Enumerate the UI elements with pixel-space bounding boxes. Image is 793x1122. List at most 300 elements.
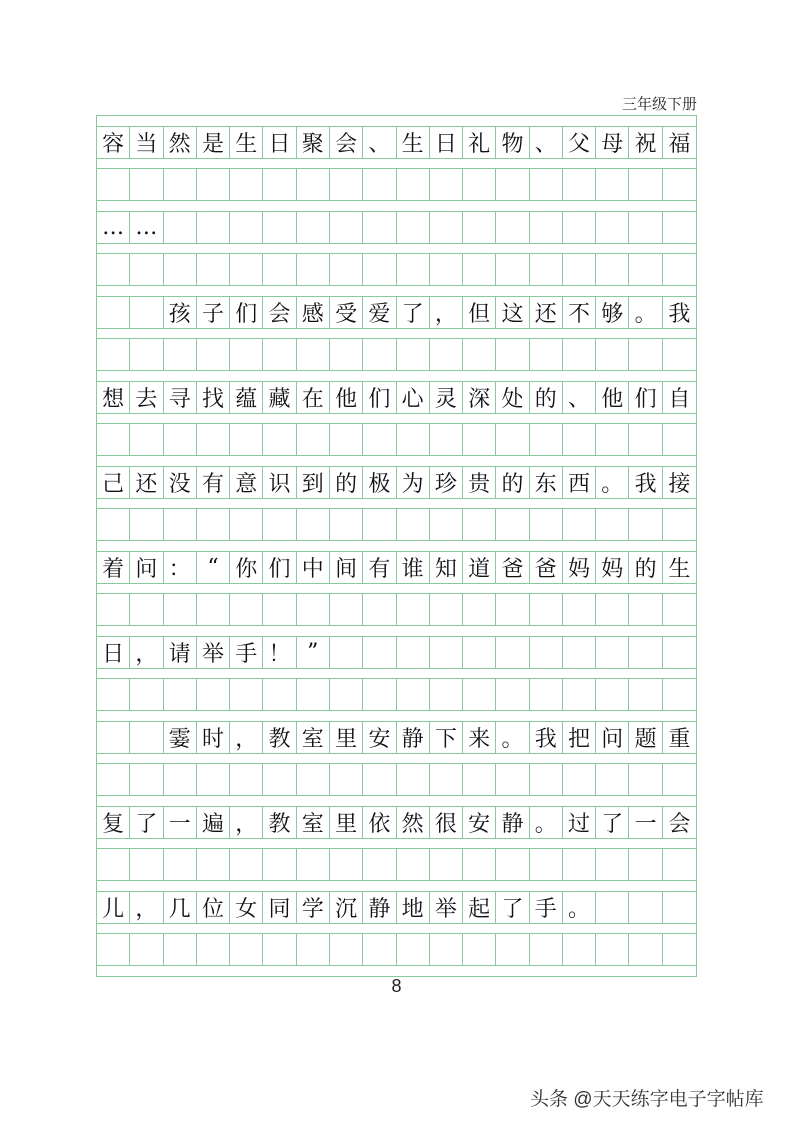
grid-cell: 寻: [164, 382, 197, 413]
grid-cell: [496, 424, 529, 455]
grid-cell: [463, 169, 496, 200]
grid-cell: [230, 849, 263, 880]
grid-cell: [130, 849, 163, 880]
grid-cell: 是: [197, 127, 230, 158]
grid-cell: [663, 679, 696, 710]
grid-cell: 意: [230, 467, 263, 498]
grid-cell: [397, 509, 430, 540]
grid-cell: 谁: [397, 552, 430, 583]
grid-cell: [263, 169, 296, 200]
grid-cell: ，: [130, 892, 163, 923]
grid-cell: [297, 169, 330, 200]
grid-cell: [563, 679, 596, 710]
grid-cell: [496, 679, 529, 710]
grid-cell: 室: [297, 722, 330, 753]
grid-cell: 时: [197, 722, 230, 753]
grid-cell: [330, 637, 363, 668]
grid-cell: 子: [197, 297, 230, 328]
grid-cell: [629, 892, 662, 923]
grid-cell: [663, 424, 696, 455]
grid-cell: 们: [230, 297, 263, 328]
grid-cell: [663, 169, 696, 200]
grid-cell: 接: [668, 471, 691, 497]
grid-cell: [596, 424, 629, 455]
grid-cell: [663, 212, 696, 243]
grid-cell: 里: [330, 807, 363, 838]
grid-cell: [397, 169, 430, 200]
grid-cell: [530, 594, 563, 625]
grid-cell: [629, 424, 662, 455]
grid-cell: 手: [530, 892, 563, 923]
grid-cell: [97, 509, 130, 540]
grid-cell: [164, 934, 197, 965]
grid-cell: [263, 934, 296, 965]
grid-cell: [430, 509, 463, 540]
grid-cell: [397, 637, 430, 668]
grid-cell: [596, 892, 629, 923]
grid-cell: 教: [263, 722, 296, 753]
grid-cell: [97, 297, 130, 328]
grid-cell: 爱: [363, 297, 396, 328]
grid-cell: 的: [629, 552, 662, 583]
grid-cell: [629, 339, 662, 370]
grid-cell: [297, 764, 330, 795]
grid-cell: 来: [463, 722, 496, 753]
grid-cell: [330, 509, 363, 540]
grid-cell: [97, 254, 130, 285]
grid-cell: 妈: [596, 552, 629, 583]
grid-cell: 日: [97, 637, 130, 668]
grid-cell: 很: [430, 807, 463, 838]
grid-cell: 了: [596, 807, 629, 838]
grid-cell: [596, 679, 629, 710]
grid-cell: [530, 254, 563, 285]
grid-cell: [663, 764, 696, 795]
grid-cell: [629, 509, 662, 540]
grid-cell: [629, 679, 662, 710]
grid-cell: [563, 934, 596, 965]
grid-cell: 几: [164, 892, 197, 923]
grid-cell: [629, 254, 662, 285]
grid-cell: “: [197, 552, 230, 583]
grid-cell: [330, 339, 363, 370]
grid-cell: [230, 594, 263, 625]
grid-cell: 同: [263, 892, 296, 923]
grid-cell: [496, 594, 529, 625]
grid-cell: 为: [397, 467, 430, 498]
grid-cell: 这: [496, 297, 529, 328]
grid-cell: [197, 509, 230, 540]
grid-cell: [263, 339, 296, 370]
grid-cell: [363, 764, 396, 795]
grid-cell: [164, 679, 197, 710]
grid-cell: [363, 339, 396, 370]
grid-cell: [330, 212, 363, 243]
grid-cell: [230, 679, 263, 710]
grid-cell: [363, 424, 396, 455]
grid-cell: [164, 212, 197, 243]
grid-cell: …: [97, 212, 130, 243]
grid-cell: [463, 254, 496, 285]
grid-cell: 受: [330, 297, 363, 328]
grid-cell: [164, 849, 197, 880]
grid-cell: 知: [430, 552, 463, 583]
grid-cell: [330, 934, 363, 965]
grid-cell: [230, 934, 263, 965]
grid-cell: ，: [130, 637, 163, 668]
grid-cell: ：: [164, 552, 197, 583]
grid-cell: [164, 764, 197, 795]
grid-cell: [563, 509, 596, 540]
grid-cell: 过: [563, 807, 596, 838]
grid-cell: [363, 849, 396, 880]
grid-cell: 、: [363, 127, 396, 158]
grid-cell: [297, 849, 330, 880]
grid-cell: 深: [463, 382, 496, 413]
grid-cell: 静: [496, 807, 529, 838]
grid-cell: 在: [297, 382, 330, 413]
grid-cell: 容: [97, 127, 130, 158]
grid-cell: [97, 722, 130, 753]
grid-cell: [430, 254, 463, 285]
grid-cell: [397, 212, 430, 243]
grid-cell: [596, 509, 629, 540]
grid-cell: 没: [164, 467, 197, 498]
grid-cell: [463, 594, 496, 625]
grid-cell: [263, 424, 296, 455]
grid-cell: [530, 679, 563, 710]
grid-cell: [230, 169, 263, 200]
grid-cell: 。: [596, 467, 629, 498]
grid-cell: 起: [463, 892, 496, 923]
practice-row: [97, 669, 696, 712]
grid-cell: [663, 594, 696, 625]
grid-cell: [663, 849, 696, 880]
grid-cell: 了: [496, 892, 529, 923]
grid-cell: [463, 849, 496, 880]
grid-cell: 有: [363, 552, 396, 583]
grid-cell: 遍: [197, 807, 230, 838]
grid-cell: [496, 254, 529, 285]
grid-cell: 祝: [629, 127, 662, 158]
grid-cell: [563, 424, 596, 455]
grid-cell: [330, 254, 363, 285]
text-row: [97, 626, 696, 669]
grid-cell: [230, 764, 263, 795]
grid-cell: 一: [164, 807, 197, 838]
practice-row: [97, 584, 696, 627]
grid-cell: [629, 849, 662, 880]
grid-cell: 安: [363, 722, 396, 753]
grid-cell: [430, 339, 463, 370]
grid-cell: [430, 169, 463, 200]
grid-cell: 了: [397, 297, 430, 328]
grid-cell: [430, 637, 463, 668]
grid-cell: [629, 212, 662, 243]
grid-cell: [530, 424, 563, 455]
grid-cell: 物: [496, 127, 529, 158]
grid-cell: [530, 212, 563, 243]
grid-cell: 爸: [496, 552, 529, 583]
grid-cell: 聚: [297, 127, 330, 158]
grid-cell: [663, 934, 696, 965]
grid-cell: 。: [496, 722, 529, 753]
grid-cell: [363, 637, 396, 668]
grid-cell: 学: [297, 892, 330, 923]
page-number: 8: [391, 976, 402, 996]
grid-cell: [463, 764, 496, 795]
grid-cell: [297, 339, 330, 370]
grid-cell: [397, 339, 430, 370]
grid-cell: [530, 637, 563, 668]
grid-cell: [197, 212, 230, 243]
grid-cell: 的: [496, 467, 529, 498]
grid-cell: 东: [530, 467, 563, 498]
grid-cell: 女: [230, 892, 263, 923]
grid-cell: [563, 212, 596, 243]
grid-cell: [596, 212, 629, 243]
grid-cell: 想: [97, 382, 130, 413]
grid-cell: [430, 679, 463, 710]
grid-cell: [130, 339, 163, 370]
text-row: [97, 286, 696, 329]
grid-cell: [463, 212, 496, 243]
grid-cell: [563, 637, 596, 668]
grid-cell: [496, 169, 529, 200]
grid-cell: 重: [668, 726, 691, 752]
grid-cell: [397, 594, 430, 625]
grid-cell: [297, 509, 330, 540]
grid-cell: [397, 424, 430, 455]
grid-cell: 然: [397, 807, 430, 838]
practice-row: [97, 924, 696, 967]
grid-cell: 到: [297, 467, 330, 498]
grid-cell: [496, 509, 529, 540]
grid-cell: 举: [197, 637, 230, 668]
grid-cell: 生: [397, 127, 430, 158]
grid-cell: 礼: [463, 127, 496, 158]
grid-cell: 题: [629, 722, 662, 753]
practice-row: [97, 499, 696, 542]
grid-cell: 手: [230, 637, 263, 668]
grid-cell: [596, 637, 629, 668]
grid-cell: [530, 339, 563, 370]
grid-cell: 会: [330, 127, 363, 158]
grid-cell: [97, 594, 130, 625]
grid-cell: [197, 254, 230, 285]
grid-cell: [130, 509, 163, 540]
grid-cell: [563, 254, 596, 285]
grid-cell: [629, 637, 662, 668]
grid-cell: [463, 934, 496, 965]
grid-cell: [563, 169, 596, 200]
grid-cell: [130, 424, 163, 455]
grid-cell: 地: [397, 892, 430, 923]
grid-cell: 心: [397, 382, 430, 413]
grid-cell: 儿: [97, 892, 130, 923]
grid-cell: [130, 679, 163, 710]
grid-cell: [97, 424, 130, 455]
grid-cell: 日: [263, 127, 296, 158]
grid-cell: [496, 764, 529, 795]
grid-cell: [430, 764, 463, 795]
grid-cell: [297, 594, 330, 625]
grid-cell: 沉: [330, 892, 363, 923]
grid-cell: 处: [496, 382, 529, 413]
grid-cell: [297, 254, 330, 285]
grid-cell: [197, 764, 230, 795]
grid-cell: [463, 509, 496, 540]
grid-cell: 依: [363, 807, 396, 838]
grid-cell: 举: [430, 892, 463, 923]
grid-cell: [263, 254, 296, 285]
grid-cell: 母: [596, 127, 629, 158]
grid-cell: [230, 339, 263, 370]
grid-cell: 我: [668, 301, 691, 327]
grid-cell: [496, 339, 529, 370]
grid-cell: 有: [197, 467, 230, 498]
grid-cell: 我: [629, 467, 662, 498]
grid-cell: 福: [668, 131, 691, 157]
grid-cell: 生: [668, 556, 691, 582]
watermark: 头条 @天天练字电子字帖库: [530, 1089, 764, 1110]
grid-cell: [330, 679, 363, 710]
grade-label: 三年级下册: [621, 95, 697, 113]
practice-row: [97, 159, 696, 202]
grid-cell: 请: [164, 637, 197, 668]
grid-cell: [397, 679, 430, 710]
grid-cell: [97, 849, 130, 880]
grid-cell: 贵: [463, 467, 496, 498]
grid-cell: [397, 764, 430, 795]
grid-cell: 他: [596, 382, 629, 413]
grid-cell: [397, 254, 430, 285]
grid-cell: 父: [563, 127, 596, 158]
grid-cell: [363, 509, 396, 540]
grid-cell: ！: [263, 637, 296, 668]
text-row: [97, 201, 696, 244]
grid-cell: 、: [563, 382, 596, 413]
grid-cell: [363, 594, 396, 625]
grid-cell: 的: [330, 467, 363, 498]
practice-row: [97, 754, 696, 797]
grid-cell: [97, 764, 130, 795]
grid-cell: 会: [263, 297, 296, 328]
grid-cell: 会: [668, 811, 691, 837]
grid-cell: 问: [130, 552, 163, 583]
text-row: [97, 881, 696, 924]
grid-cell: [563, 849, 596, 880]
grid-cell: 珍: [430, 467, 463, 498]
grid-cell: [463, 424, 496, 455]
grid-cell: [463, 637, 496, 668]
grid-cell: [330, 594, 363, 625]
practice-row: [97, 414, 696, 457]
grid-cell: 着: [97, 552, 130, 583]
grid-cell: 己: [97, 467, 130, 498]
grid-cell: 里: [330, 722, 363, 753]
grid-cell: [563, 594, 596, 625]
grid-cell: [230, 212, 263, 243]
grid-cell: 去: [130, 382, 163, 413]
grid-cell: 爸: [530, 552, 563, 583]
grid-cell: [97, 934, 130, 965]
grid-cell: [363, 169, 396, 200]
grid-cell: [363, 934, 396, 965]
practice-row: [97, 839, 696, 882]
grid-cell: [596, 169, 629, 200]
grid-cell: [164, 594, 197, 625]
grid-cell: [463, 339, 496, 370]
grid-cell: [197, 424, 230, 455]
grid-cell: [596, 764, 629, 795]
grid-cell: 中: [297, 552, 330, 583]
grid-cell: [130, 297, 163, 328]
text-row: [97, 541, 696, 584]
grid-cell: ”: [297, 637, 330, 668]
grid-cell: [230, 509, 263, 540]
grid-cell: [663, 254, 696, 285]
grid-bottom-margin: [97, 966, 696, 976]
practice-row: [97, 244, 696, 287]
grid-cell: 位: [197, 892, 230, 923]
grid-cell: [430, 424, 463, 455]
grid-cell: [363, 212, 396, 243]
grid-cell: ，: [430, 297, 463, 328]
grid-cell: 。: [563, 892, 596, 923]
grid-cell: 下: [430, 722, 463, 753]
grid-cell: 静: [363, 892, 396, 923]
grid-cell: [496, 637, 529, 668]
grid-cell: 们: [363, 382, 396, 413]
grid-cell: [164, 169, 197, 200]
grid-cell: [130, 169, 163, 200]
grid-cell: [330, 764, 363, 795]
grid-cell: [197, 849, 230, 880]
grid-cell: [197, 934, 230, 965]
grid-cell: 一: [629, 807, 662, 838]
grid-cell: [130, 254, 163, 285]
grid-cell: 道: [463, 552, 496, 583]
grid-cell: …: [130, 212, 163, 243]
grid-cell: ，: [230, 807, 263, 838]
grid-cell: [297, 679, 330, 710]
grid-cell: [297, 934, 330, 965]
grid-cell: [463, 679, 496, 710]
grid-cell: [430, 934, 463, 965]
grid-cell: 安: [463, 807, 496, 838]
grid-cell: [164, 509, 197, 540]
grid-cell: [330, 849, 363, 880]
grid-cell: 间: [330, 552, 363, 583]
grid-cell: 找: [197, 382, 230, 413]
grid-cell: 们: [263, 552, 296, 583]
grid-cell: 他: [330, 382, 363, 413]
grid-cell: [263, 594, 296, 625]
grid-cell: 然: [164, 127, 197, 158]
grid-cell: [496, 849, 529, 880]
grid-cell: 不: [563, 297, 596, 328]
grid-cell: [197, 594, 230, 625]
grid-cell: [663, 637, 696, 668]
grid-cell: [563, 339, 596, 370]
grid-cell: 感: [297, 297, 330, 328]
grid-cell: [297, 212, 330, 243]
grid-cell: [629, 764, 662, 795]
text-row: [97, 711, 696, 754]
grid-cell: [496, 934, 529, 965]
grid-cell: [330, 424, 363, 455]
